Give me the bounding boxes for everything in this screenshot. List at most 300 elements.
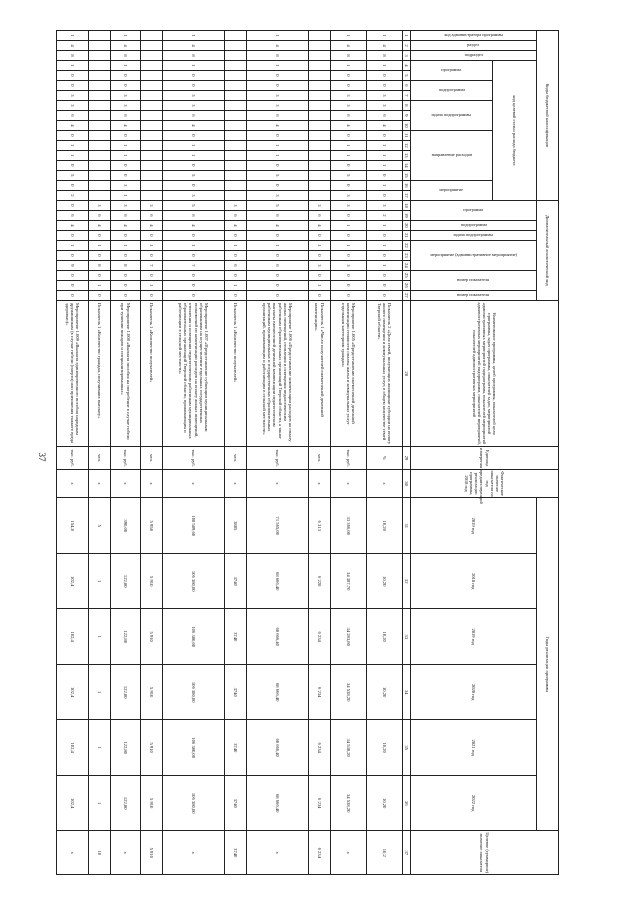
column-number: 14 <box>403 160 411 170</box>
fact-column-header: Фактическое значение показателя на год предшествующий реализации программы, 2018 год <box>411 469 559 498</box>
code-cell <box>141 90 163 100</box>
code-cell: 3 <box>247 190 309 200</box>
year-value-cell: 102,4 <box>57 775 89 831</box>
code-cell: 0 <box>331 70 367 80</box>
code-cell <box>309 60 331 70</box>
code-cell: 1 <box>367 220 403 230</box>
code-cell: 0 <box>111 270 141 280</box>
code-cell: 0 <box>225 230 247 240</box>
name-column-header: Наименование программы, целей программы, показателей цели программы, задач программы, показателей задач, мероприятий административных мероприятий подпрограмм, показателей мероприятий административных мероприятий подпрограмм, показателей мероприятий, показателей административных мероприятий <box>411 300 559 447</box>
code-cell: 0 <box>57 160 89 170</box>
code-cell: 0 <box>367 130 403 140</box>
code-cell: 0 <box>163 180 225 190</box>
code-cell <box>225 140 247 150</box>
fact-cell: x <box>57 469 89 498</box>
code-cell: 4 <box>57 120 89 130</box>
code-cell: 4 <box>111 220 141 230</box>
code-cell <box>141 31 163 41</box>
code-cell: 0 <box>367 230 403 240</box>
code-cell: 0 <box>247 130 309 140</box>
code-cell: 0 <box>247 280 309 290</box>
code-cell <box>141 180 163 190</box>
code-cell: 0 <box>367 170 403 180</box>
code-cell: 0 <box>141 270 163 280</box>
subprogram-header <box>411 80 493 100</box>
column-number: 10 <box>403 120 411 130</box>
fact-cell: x <box>225 469 247 498</box>
code-cell: 0 <box>111 280 141 290</box>
code-cell <box>141 110 163 120</box>
year-value-cell: 34 283,80 <box>331 609 367 664</box>
fact-cell: x <box>141 469 163 498</box>
code-cell: 0 <box>163 70 225 80</box>
code-cell: 0 <box>111 160 141 170</box>
code-cell <box>141 120 163 130</box>
code-cell: 1 <box>163 140 225 150</box>
code-cell: 5 <box>163 200 225 210</box>
code-cell: 0 <box>247 160 309 170</box>
measure-header <box>411 180 493 200</box>
code-cell <box>225 80 247 90</box>
code-cell <box>89 190 111 200</box>
year-value-cell: 1 <box>89 775 111 831</box>
code-cell: 0 <box>57 230 89 240</box>
year-value-cell: 106 380,00 <box>163 609 225 664</box>
extra-code-group-header: Дополнительный аналитический код <box>537 200 559 300</box>
code-cell: 1 <box>367 31 403 41</box>
code-cell: 0 <box>57 70 89 80</box>
code-cell: 0 <box>89 230 111 240</box>
row-name-cell: Показатель 1 «Количество граждан, получивших выплату» <box>89 300 111 447</box>
code-cell: 0 <box>331 270 367 280</box>
code-cell: 0 <box>141 230 163 240</box>
target-value-cell: x <box>163 831 225 875</box>
year-value-cell: 10,20 <box>367 664 403 719</box>
section-header-text: раздел <box>467 42 480 47</box>
column-number: 20 <box>403 220 411 230</box>
code-cell: 8 <box>111 260 141 270</box>
code-cell <box>309 31 331 41</box>
code-cell <box>89 150 111 160</box>
unit-cell: чел. <box>309 447 331 469</box>
code-cell: 1 <box>367 60 403 70</box>
code-cell: 6 <box>331 110 367 120</box>
code-cell: 0 <box>247 290 309 300</box>
code-cell: 0 <box>57 80 89 90</box>
extra-measure-header-text: мероприятие (административное мероприятие) <box>430 251 517 257</box>
column-number: 30 <box>403 469 411 498</box>
code-cell: 4 <box>57 220 89 230</box>
code-cell: 1 <box>309 240 331 250</box>
code-cell: 0 <box>141 250 163 260</box>
year-value-cell: 1 <box>89 720 111 775</box>
unit-cell: тыс. руб. <box>163 447 225 469</box>
code-cell: 0 <box>309 230 331 240</box>
code-cell: 0 <box>57 180 89 190</box>
year-value-cell: 3740 <box>225 664 247 719</box>
code-cell <box>89 160 111 170</box>
code-cell: 8 <box>111 50 141 60</box>
code-cell <box>309 190 331 200</box>
code-cell: 0 <box>111 290 141 300</box>
code-cell <box>225 170 247 180</box>
code-cell <box>89 140 111 150</box>
code-cell: 6 <box>57 210 89 220</box>
year-value-cell: 6 228 <box>309 553 331 608</box>
code-cell: 3 <box>163 90 225 100</box>
column-number: 26 <box>403 280 411 290</box>
target-column-header: Целевое (суммарное) значение показателя <box>411 831 559 875</box>
code-cell: 8 <box>163 50 225 60</box>
year-value-cell: 106 380,00 <box>163 664 225 719</box>
admin-code-header-text: код администратора программы <box>444 32 503 38</box>
extra-task-header <box>411 230 537 240</box>
code-cell: 4 <box>331 120 367 130</box>
code-cell: 0 <box>367 190 403 200</box>
year-header-2: 2019 год <box>411 609 537 664</box>
code-cell: 1 <box>57 150 89 160</box>
year-value-cell: 68 666,40 <box>247 553 309 608</box>
year-value-cell: 122,80 <box>111 664 141 719</box>
code-cell: 6 <box>163 210 225 220</box>
year-header-3: 2020 год <box>411 664 537 719</box>
code-cell: 5 <box>57 170 89 180</box>
row-name-cell: Показатель 2 «Доля семей, получающих жилищные субсидии на оплату жилого помещения и коммунальных услуг, в общем количестве семей Тверской области» <box>367 300 403 447</box>
code-cell: 0 <box>331 250 367 260</box>
code-cell: 3 <box>331 90 367 100</box>
unit-cell: тыс. руб. <box>57 447 89 469</box>
code-cell: 1 <box>367 180 403 190</box>
admin-code-header <box>411 31 537 41</box>
code-cell: 0 <box>247 230 309 240</box>
years-group-header: Годы реализации программы <box>537 498 559 831</box>
column-number: 29 <box>403 447 411 469</box>
column-number: 18 <box>403 200 411 210</box>
column-number: 11 <box>403 130 411 140</box>
indicator-number-2-header-text: номер показателя <box>457 291 490 297</box>
year-value-cell: 6 234 <box>309 609 331 664</box>
code-cell: 1 <box>141 240 163 250</box>
year-value-cell: 1 <box>89 609 111 664</box>
code-cell: 1 <box>111 240 141 250</box>
code-cell: 0 <box>247 80 309 90</box>
code-cell: 3 <box>331 260 367 270</box>
code-cell: 6 <box>367 110 403 120</box>
year-value-cell: 390,00 <box>111 498 141 553</box>
year-value-cell: 6 234 <box>309 720 331 775</box>
code-cell: 4 <box>163 220 225 230</box>
year-value-cell: 122,80 <box>111 553 141 608</box>
code-cell: 8 <box>57 50 89 60</box>
code-cell: 5 <box>247 200 309 210</box>
code-cell: 1 <box>163 60 225 70</box>
code-cell: 0 <box>163 130 225 140</box>
code-cell: 0 <box>331 230 367 240</box>
code-cell: 0 <box>57 290 89 300</box>
code-cell: 0 <box>89 250 111 260</box>
code-cell <box>89 110 111 120</box>
table-row <box>57 31 89 875</box>
kvsr-group-header: код целевой статьи расхода бюджета <box>493 60 537 200</box>
column-number: 17 <box>403 190 411 200</box>
code-cell <box>309 180 331 190</box>
column-number: 21 <box>403 230 411 240</box>
code-cell: 4 <box>331 40 367 50</box>
column-number: 9 <box>403 110 411 120</box>
year-value-cell: 3740 <box>225 609 247 664</box>
indicator-number-header-text: номер показателя <box>457 276 490 282</box>
code-cell: 1 <box>247 60 309 70</box>
code-cell <box>89 80 111 90</box>
code-cell: 1 <box>367 140 403 150</box>
code-cell: 0 <box>57 130 89 140</box>
target-value-cell: 5 910 <box>141 831 163 875</box>
unit-cell: тыс. руб. <box>247 447 309 469</box>
code-cell: 1 <box>367 260 403 270</box>
code-cell: 6 <box>247 110 309 120</box>
code-cell: 1 <box>141 280 163 290</box>
column-number: 33 <box>403 609 411 664</box>
year-value-cell: 10,20 <box>367 553 403 608</box>
code-cell: 3 <box>111 90 141 100</box>
year-value-cell: 102,4 <box>57 664 89 719</box>
code-cell: 6 <box>111 110 141 120</box>
code-cell: 1 <box>247 140 309 150</box>
year-value-cell: 10,20 <box>367 775 403 831</box>
code-cell: 4 <box>247 120 309 130</box>
code-cell <box>141 190 163 200</box>
code-cell <box>89 70 111 80</box>
code-cell: 4 <box>367 120 403 130</box>
year-value-cell: 33 366,00 <box>331 498 367 553</box>
code-cell: 3 <box>163 190 225 200</box>
code-cell <box>225 50 247 60</box>
year-value-cell: 5 <box>89 498 111 553</box>
fact-cell: x <box>367 469 403 498</box>
year-value-cell: 6 234 <box>309 664 331 719</box>
code-cell: 6 <box>225 210 247 220</box>
code-cell <box>225 180 247 190</box>
code-cell <box>309 90 331 100</box>
code-cell: 3 <box>141 200 163 210</box>
code-cell <box>309 130 331 140</box>
program-indicators-table <box>56 30 559 875</box>
row-name-cell: Мероприятие 1.005 «Предоставление ежемесячной денежной компенсации стоимости оплаты жилья и коммунальных услуг отдельным категориям граждан» <box>331 300 367 447</box>
code-cell <box>309 100 331 110</box>
code-cell: 1 <box>367 240 403 250</box>
code-cell: 1 <box>163 240 225 250</box>
code-cell <box>225 150 247 160</box>
column-number: 13 <box>403 150 411 160</box>
code-cell: 0 <box>331 210 367 220</box>
code-cell: 3 <box>57 100 89 110</box>
column-number: 36 <box>403 775 411 831</box>
code-cell <box>89 100 111 110</box>
target-value-cell: 10 <box>89 831 111 875</box>
code-cell <box>89 180 111 190</box>
year-header-1: 2018 год <box>411 553 537 608</box>
task-header <box>411 100 493 130</box>
code-cell <box>141 150 163 160</box>
code-cell: 0 <box>367 290 403 300</box>
code-cell: 4 <box>163 40 225 50</box>
expense-direction-header-text: направление расходов <box>431 151 472 157</box>
code-cell: 5 <box>331 170 367 180</box>
measure-header-text: мероприятие <box>439 186 464 192</box>
code-cell: 4 <box>111 40 141 50</box>
task-header-text: задача подпрограммы <box>431 111 472 117</box>
code-cell: 4 <box>57 40 89 50</box>
code-cell: 1 <box>247 150 309 160</box>
year-value-cell: 3740 <box>225 775 247 831</box>
code-cell <box>309 110 331 120</box>
year-value-cell: 10,20 <box>367 498 403 553</box>
year-value-cell: 5 910 <box>141 664 163 719</box>
code-cell <box>141 80 163 90</box>
year-value-cell: 6 234 <box>309 775 331 831</box>
table-row <box>89 31 111 875</box>
code-cell <box>225 130 247 140</box>
code-cell: 1 <box>331 60 367 70</box>
year-value-cell: 71 565,00 <box>247 498 309 553</box>
year-header-5: 2022 год <box>411 775 537 831</box>
code-cell <box>225 40 247 50</box>
code-cell <box>309 80 331 90</box>
column-number: 16 <box>403 180 411 190</box>
year-value-cell: 6 313 <box>309 498 331 553</box>
code-cell: 4 <box>225 220 247 230</box>
code-cell <box>141 40 163 50</box>
code-cell: 0 <box>163 160 225 170</box>
row-name-cell: Мероприятие 1.008 «Выплата пособия на погребение в случае гибели при тушении пожаров и специализированных» <box>111 300 141 447</box>
code-cell: 0 <box>163 270 225 280</box>
code-cell: 0 <box>247 70 309 80</box>
code-cell: 3 <box>163 100 225 110</box>
code-cell: 1 <box>247 240 309 250</box>
target-value-cell: x <box>57 831 89 875</box>
code-cell: 0 <box>225 270 247 280</box>
column-number: 25 <box>403 270 411 280</box>
code-cell: 3 <box>331 200 367 210</box>
year-value-cell: 34 538,20 <box>331 720 367 775</box>
code-cell: 4 <box>111 120 141 130</box>
code-cell <box>89 120 111 130</box>
code-cell: 0 <box>141 290 163 300</box>
year-value-cell: 102,4 <box>57 553 89 608</box>
column-number: 35 <box>403 720 411 775</box>
code-cell <box>309 120 331 130</box>
code-cell: 6 <box>247 260 309 270</box>
column-number: 24 <box>403 260 411 270</box>
column-number: 32 <box>403 553 411 608</box>
target-value-cell: x <box>247 831 309 875</box>
table-row <box>331 31 367 875</box>
indicator-number-2-header <box>411 290 537 300</box>
code-cell: 3 <box>309 200 331 210</box>
row-name-cell: Мероприятие 1.006 «Предоставление компенсации расходов на оплату жилых помещений, отопления и освещения педагогическим работникам образовательных организаций Тверской области, а также выплаты ежемесячной денежной компенсации педагогическим работникам муниципальных и государственных образовательных организаций, проживающим и работающим в сельской местности» <box>247 300 309 447</box>
table-row <box>163 31 225 875</box>
code-cell <box>309 150 331 160</box>
code-cell: 0 <box>331 180 367 190</box>
year-value-cell: 122,80 <box>111 775 141 831</box>
code-cell: 6 <box>309 210 331 220</box>
year-value-cell: 34 538,20 <box>331 664 367 719</box>
unit-cell: % <box>367 447 403 469</box>
code-cell <box>89 40 111 50</box>
code-cell: 1 <box>111 60 141 70</box>
code-cell: 1 <box>331 140 367 150</box>
code-cell: 3 <box>111 100 141 110</box>
code-cell <box>225 31 247 41</box>
year-value-cell: 3885 <box>225 498 247 553</box>
year-value-cell: 68 666,40 <box>247 609 309 664</box>
column-number: 23 <box>403 250 411 260</box>
code-cell: 0 <box>163 250 225 260</box>
code-cell: 5 <box>247 170 309 180</box>
code-cell <box>141 130 163 140</box>
code-cell <box>141 60 163 70</box>
code-cell: 1 <box>309 280 331 290</box>
fact-cell: x <box>331 469 367 498</box>
program-header <box>411 60 493 80</box>
code-cell: 0 <box>367 270 403 280</box>
code-cell: 0 <box>331 80 367 90</box>
year-value-cell: 108 589,60 <box>163 498 225 553</box>
year-value-cell: 34 387,70 <box>331 553 367 608</box>
code-cell: 1 <box>111 150 141 160</box>
code-cell: 4 <box>309 220 331 230</box>
indicator-number-header <box>411 270 537 290</box>
year-value-cell: 1 <box>89 553 111 608</box>
code-cell: 0 <box>57 250 89 260</box>
codes-group-header: Коды бюджетной классификации <box>537 31 559 201</box>
code-cell: 6 <box>111 210 141 220</box>
column-number: 37 <box>403 831 411 875</box>
table-row <box>141 31 163 875</box>
code-cell: 3 <box>89 200 111 210</box>
row-name-cell: Показатель 1 «Количество получателей» <box>141 300 163 447</box>
code-cell: 0 <box>247 180 309 190</box>
code-cell: 0 <box>163 230 225 240</box>
code-cell <box>309 170 331 180</box>
table-row <box>111 31 141 875</box>
code-cell <box>309 50 331 60</box>
code-cell: 0 <box>331 160 367 170</box>
code-cell: 6 <box>141 210 163 220</box>
year-header-0: 2019 год <box>411 498 537 553</box>
code-cell: 4 <box>247 40 309 50</box>
target-value-cell: 6 234 <box>309 831 331 875</box>
fact-cell: x <box>89 469 111 498</box>
code-cell: 0 <box>111 70 141 80</box>
column-number: 12 <box>403 140 411 150</box>
column-number: 5 <box>403 70 411 80</box>
code-cell: 1 <box>57 31 89 41</box>
column-number: 15 <box>403 170 411 180</box>
code-cell <box>309 40 331 50</box>
year-value-cell: 10,20 <box>367 720 403 775</box>
target-value-cell: 3740 <box>225 831 247 875</box>
year-header-4: 2021 год <box>411 720 537 775</box>
row-name-cell: Мероприятие 1.007 «Предоставление субвенции муниципальным образованиям на осуществление отдельных государственных полномочий по компенсации расходов на оплату жилых помещений, отопления и освещения педагогическим работникам муниципальных образовательных организаций Тверской области, проживающим и работающим в сельской местности» <box>163 300 225 447</box>
year-value-cell: 1 <box>89 664 111 719</box>
code-cell: 1 <box>225 240 247 250</box>
code-cell <box>141 170 163 180</box>
code-cell: 0 <box>89 290 111 300</box>
year-value-cell: 106 380,00 <box>163 775 225 831</box>
program-header-text: программа <box>441 66 462 72</box>
code-cell: 5 <box>163 170 225 180</box>
